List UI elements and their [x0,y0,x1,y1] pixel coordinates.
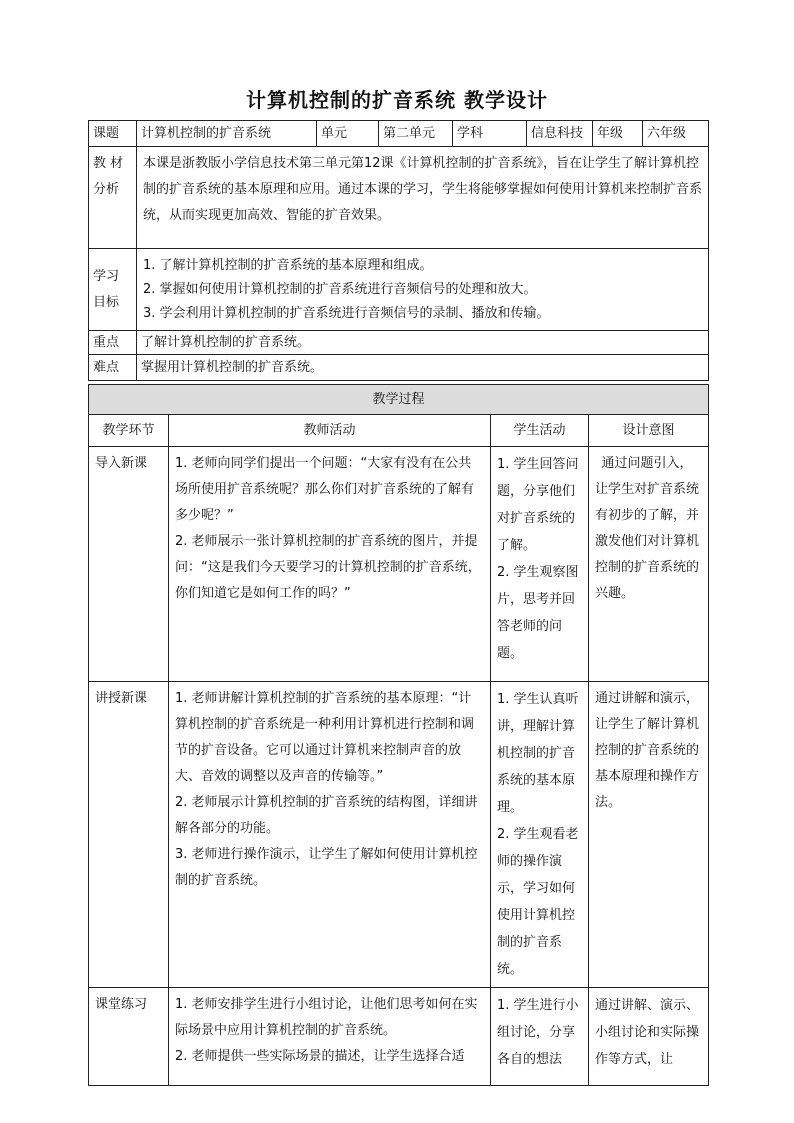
info-row [89,121,709,147]
objectives-label-line2: 目标 [93,294,120,310]
intent-cell: 通过讲解、演示、小组讨论和实际操作等方式，让 [589,988,709,1086]
table-row [89,988,709,1086]
difficulty-row [89,355,709,381]
key-point-text: 了解计算机控制的扩音系统。 [137,331,709,355]
teacher-item: 1. 老师讲解计算机控制的扩音系统的基本原理：“计算机控制的扩音系统是一种利用计算机进行控制和调节的扩音设备。它可以通过计算机来控制声音的放大、音效的调整以及声音的传输等。” [175,691,475,784]
teacher-cell [169,447,491,682]
analysis-text: 本课是浙教版小学信息技术第三单元第12课《计算机控制的扩音系统》，旨在让学生了解计算机控制的扩音系统的基本原理和应用。通过本课的学习，学生将能够掌握如何使用计算机来控制扩音系统，从而实现更加高效、智能的扩音效果。 [137,147,709,249]
stage-cell: 课堂练习 [89,988,169,1086]
objectives-row [89,249,709,331]
difficulty-text: 掌握用计算机控制的扩音系统。 [137,355,709,381]
process-header: 教学过程 [89,385,709,415]
objectives-label-line1: 学习 [93,268,120,284]
table-row [89,682,709,988]
table-row [89,447,709,682]
student-cell [491,988,589,1086]
objective-item: 2. 掌握如何使用计算机控制的扩音系统进行音频信号的处理和放大。 [143,281,537,297]
analysis-label-line2: 分析 [93,182,120,197]
teacher-item: 1. 老师向同学们提出一个问题：“大家有没有在公共场所使用扩音系统呢？那么你们对扩音系统的了解有多少呢？” [175,456,475,523]
student-item: 2. 学生观看老师的操作演示，学习如何使用计算机控制的扩音系统。 [497,827,579,977]
topic-value: 计算机控制的扩音系统 [137,121,317,147]
subject-value: 信息科技 [527,121,593,147]
analysis-label-line1: 教 材 [93,156,124,171]
column-header: 学生活动 [491,415,589,447]
stage-cell: 讲授新课 [89,682,169,988]
objective-item: 1. 了解计算机控制的扩音系统的基本原理和组成。 [143,257,433,273]
analysis-label [89,147,137,249]
grade-value: 六年级 [643,121,709,147]
student-item: 1. 学生回答问题，分享他们对扩音系统的了解。 [497,457,579,553]
key-point-row [89,331,709,355]
column-header-row [89,415,709,447]
stage-cell: 导入新课 [89,447,169,682]
student-item: 2. 学生观察图片，思考并回答老师的问题。 [497,565,579,661]
objectives-list [137,249,709,331]
column-header: 教师活动 [169,415,491,447]
process-header-row [89,385,709,415]
objectives-label [89,249,137,331]
difficulty-label: 难点 [89,355,137,381]
label-grade: 年级 [593,121,643,147]
teacher-cell [169,682,491,988]
teacher-item: 3. 老师进行操作演示，让学生了解如何使用计算机控制的扩音系统。 [175,847,478,888]
student-item: 1. 学生认真听讲，理解计算机控制的扩音系统的基本原理。 [497,692,579,815]
analysis-row [89,147,709,249]
teacher-item: 2. 老师展示一张计算机控制的扩音系统的图片，并提问：“这是我们今天要学习的计算机控制的扩音系统，你们知道它是如何工作的吗？” [175,534,481,601]
key-point-label: 重点 [89,331,137,355]
student-cell [491,682,589,988]
student-item: 1. 学生进行小组讨论，分享各自的想法 [497,998,579,1067]
teacher-item: 1. 老师安排学生进行小组讨论，让他们思考如何在实际场景中应用计算机控制的扩音系统。 [175,997,478,1038]
teacher-cell [169,988,491,1086]
process-table [88,384,709,1086]
intent-cell: 通过问题引入，让学生对扩音系统有初步的了解，并激发他们对计算机控制的扩音系统的兴趣。 [589,447,709,682]
column-header: 设计意图 [589,415,709,447]
label-unit: 单元 [317,121,379,147]
intent-cell: 通过讲解和演示，让学生了解计算机控制的扩音系统的基本原理和操作方法。 [589,682,709,988]
info-table [88,120,709,381]
label-topic: 课题 [89,121,137,147]
student-cell [491,447,589,682]
page-title: 计算机控制的扩音系统 教学设计 [246,88,548,112]
column-header: 教学环节 [89,415,169,447]
label-subject: 学科 [453,121,527,147]
unit-value: 第二单元 [379,121,453,147]
teacher-item: 2. 老师提供一些实际场景的描述，让学生选择合适 [175,1049,465,1064]
objective-item: 3. 学会利用计算机控制的扩音系统进行音频信号的录制、播放和传输。 [143,305,550,321]
teacher-item: 2. 老师展示计算机控制的扩音系统的结构图，详细讲解各部分的功能。 [175,795,478,836]
